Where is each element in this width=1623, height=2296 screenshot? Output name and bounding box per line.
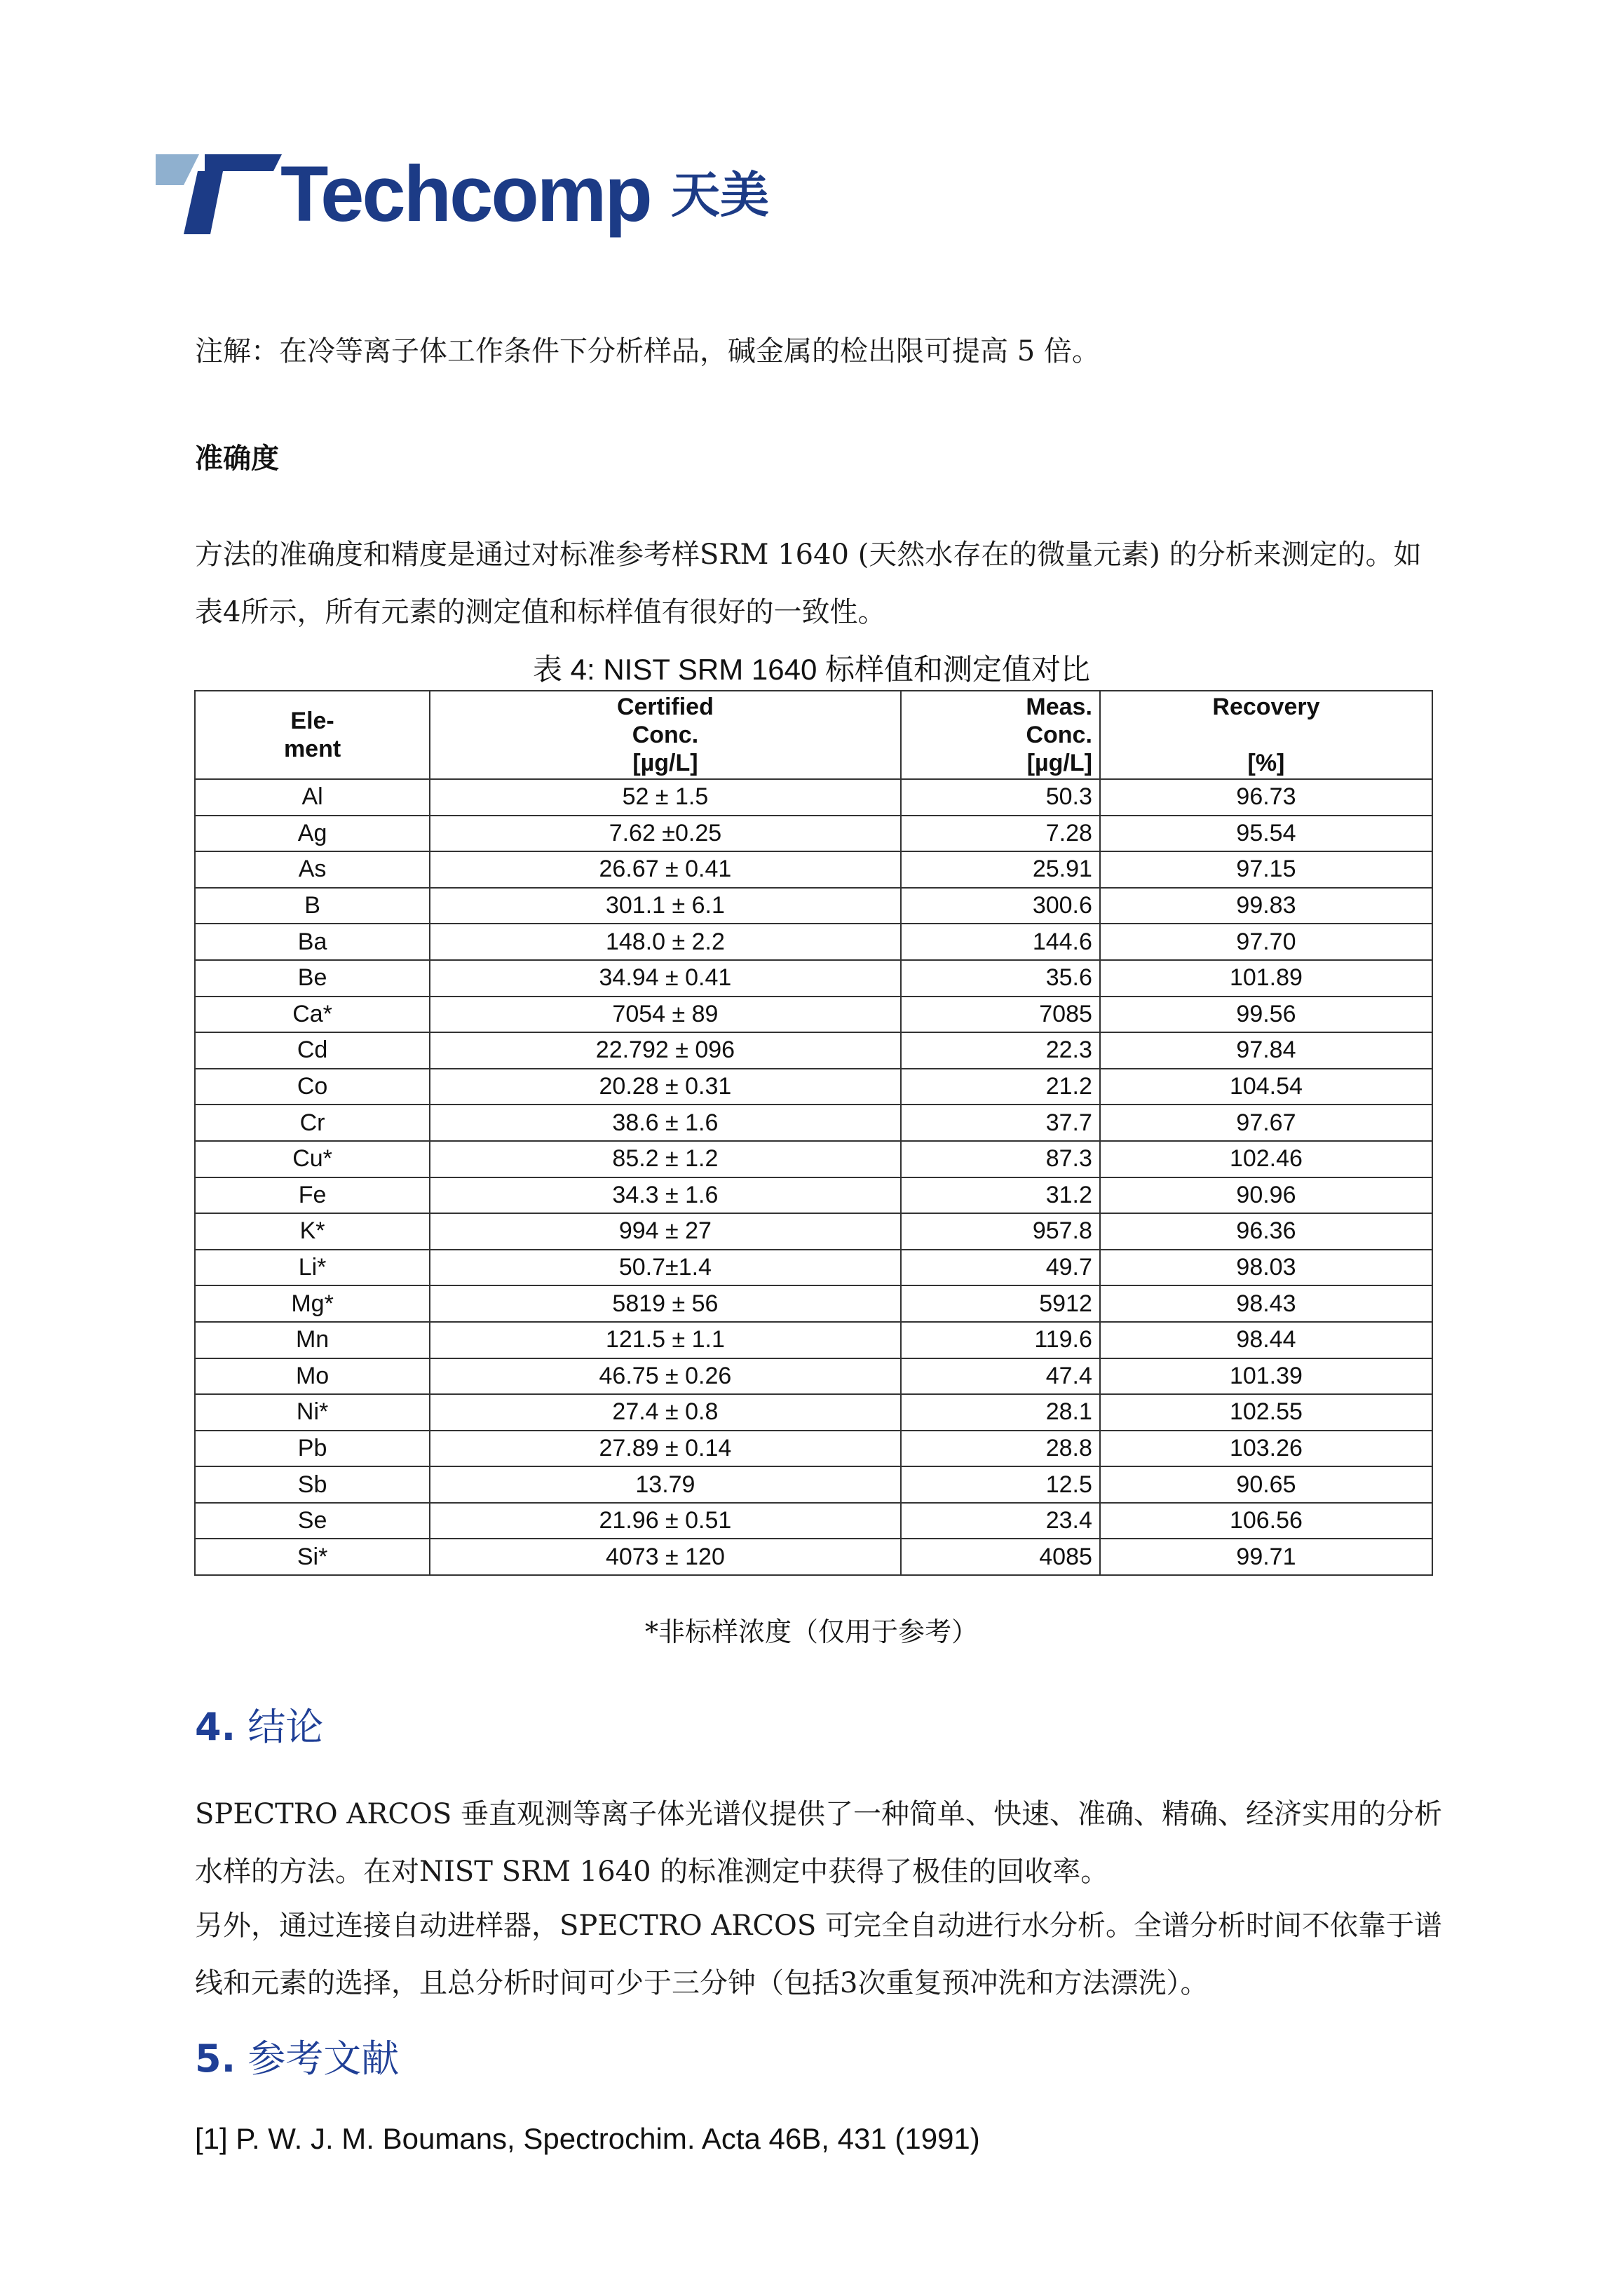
cell-certified: 26.67 ± 0.41 bbox=[430, 851, 901, 888]
cell-certified: 46.75 ± 0.26 bbox=[430, 1358, 901, 1395]
table-row bbox=[195, 1285, 1432, 1322]
table-row bbox=[195, 997, 1432, 1033]
cell-recovery: 90.96 bbox=[1100, 1177, 1432, 1214]
cell-recovery: 98.43 bbox=[1100, 1285, 1432, 1322]
cell-certified: 27.89 ± 0.14 bbox=[430, 1431, 901, 1467]
cell-certified: 22.792 ± 096 bbox=[430, 1032, 901, 1069]
cell-element: As bbox=[195, 851, 430, 888]
cell-certified: 20.28 ± 0.31 bbox=[430, 1069, 901, 1105]
cell-measured: 5912 bbox=[901, 1285, 1100, 1322]
table-row bbox=[195, 1431, 1432, 1467]
cell-recovery: 90.65 bbox=[1100, 1466, 1432, 1503]
table-header-row bbox=[195, 691, 1432, 779]
cell-recovery: 97.15 bbox=[1100, 851, 1432, 888]
cell-recovery: 97.67 bbox=[1100, 1105, 1432, 1141]
cell-element: B bbox=[195, 888, 430, 924]
table-row bbox=[195, 1322, 1432, 1358]
cell-certified: 994 ± 27 bbox=[430, 1213, 901, 1250]
techcomp-logo-mark-icon bbox=[156, 149, 282, 240]
cell-element: Ca* bbox=[195, 997, 430, 1033]
cell-element: Si* bbox=[195, 1539, 430, 1575]
cell-element: Mo bbox=[195, 1358, 430, 1395]
cell-recovery: 96.36 bbox=[1100, 1213, 1432, 1250]
note-paragraph: 注解：在冷等离子体工作条件下分析样品，碱金属的检出限可提高 5 倍。 bbox=[195, 335, 1100, 367]
cell-certified: 121.5 ± 1.1 bbox=[430, 1322, 901, 1358]
cell-recovery: 96.73 bbox=[1100, 779, 1432, 816]
cell-recovery: 97.84 bbox=[1100, 1032, 1432, 1069]
cell-measured: 300.6 bbox=[901, 888, 1100, 924]
cell-measured: 7.28 bbox=[901, 816, 1100, 852]
logo-wordmark: Techcomp bbox=[280, 150, 651, 238]
table-caption: 表 4: NIST SRM 1640 标样值和测定值对比 bbox=[532, 653, 1091, 686]
cell-recovery: 103.26 bbox=[1100, 1431, 1432, 1467]
cell-element: Co bbox=[195, 1069, 430, 1105]
references-number: 5. bbox=[195, 2037, 236, 2081]
table-row bbox=[195, 779, 1432, 816]
cell-recovery: 106.56 bbox=[1100, 1503, 1432, 1539]
cell-measured: 7085 bbox=[901, 997, 1100, 1033]
header-element: Ele- ment bbox=[195, 691, 430, 779]
cell-element: Cd bbox=[195, 1032, 430, 1069]
table-row bbox=[195, 1539, 1432, 1575]
nist-comparison-table bbox=[194, 690, 1433, 1576]
cell-measured: 144.6 bbox=[901, 924, 1100, 960]
table-body bbox=[195, 779, 1432, 1575]
cell-measured: 25.91 bbox=[901, 851, 1100, 888]
cell-measured: 49.7 bbox=[901, 1250, 1100, 1286]
references-title bbox=[195, 2029, 399, 2083]
cell-element: Pb bbox=[195, 1431, 430, 1467]
header-measured: Meas. Conc. [µg/L] bbox=[901, 691, 1100, 779]
cell-certified: 301.1 ± 6.1 bbox=[430, 888, 901, 924]
references-heading: 参考文献 bbox=[247, 2037, 400, 2081]
cell-recovery: 99.56 bbox=[1100, 997, 1432, 1033]
techcomp-logo bbox=[156, 149, 787, 240]
cell-recovery: 99.71 bbox=[1100, 1539, 1432, 1575]
conclusion-number: 4. bbox=[195, 1705, 236, 1749]
cell-recovery: 99.83 bbox=[1100, 888, 1432, 924]
table-footnote: *非标样浓度（仅用于参考） bbox=[644, 1616, 978, 1647]
table-row bbox=[195, 1177, 1432, 1214]
cell-element: Cu* bbox=[195, 1141, 430, 1177]
cell-element: Be bbox=[195, 960, 430, 997]
cell-element: K* bbox=[195, 1213, 430, 1250]
conclusion-heading: 结论 bbox=[247, 1705, 324, 1749]
cell-certified: 27.4 ± 0.8 bbox=[430, 1394, 901, 1431]
table-row bbox=[195, 1394, 1432, 1431]
cell-element: Ni* bbox=[195, 1394, 430, 1431]
cell-certified: 5819 ± 56 bbox=[430, 1285, 901, 1322]
table-row bbox=[195, 924, 1432, 960]
table-row bbox=[195, 1466, 1432, 1503]
table-row bbox=[195, 1358, 1432, 1395]
table-row bbox=[195, 1250, 1432, 1286]
table-row bbox=[195, 1069, 1432, 1105]
cell-certified: 148.0 ± 2.2 bbox=[430, 924, 901, 960]
cell-measured: 31.2 bbox=[901, 1177, 1100, 1214]
cell-measured: 35.6 bbox=[901, 960, 1100, 997]
cell-certified: 34.3 ± 1.6 bbox=[430, 1177, 901, 1214]
cell-certified: 21.96 ± 0.51 bbox=[430, 1503, 901, 1539]
cell-measured: 28.1 bbox=[901, 1394, 1100, 1431]
cell-recovery: 102.46 bbox=[1100, 1141, 1432, 1177]
table-row bbox=[195, 1213, 1432, 1250]
cell-measured: 22.3 bbox=[901, 1032, 1100, 1069]
cell-recovery: 98.44 bbox=[1100, 1322, 1432, 1358]
accuracy-paragraph: 方法的准确度和精度是通过对标准参考样SRM 1640 (天然水存在的微量元素) 的分析来测定的。如表4所示，所有元素的测定值和标样值有很好的一致性。 bbox=[195, 539, 1422, 628]
cell-measured: 957.8 bbox=[901, 1213, 1100, 1250]
cell-recovery: 102.55 bbox=[1100, 1394, 1432, 1431]
cell-certified: 85.2 ± 1.2 bbox=[430, 1141, 901, 1177]
cell-certified: 4073 ± 120 bbox=[430, 1539, 901, 1575]
cell-recovery: 101.89 bbox=[1100, 960, 1432, 997]
cell-recovery: 95.54 bbox=[1100, 816, 1432, 852]
cell-measured: 28.8 bbox=[901, 1431, 1100, 1467]
cell-measured: 4085 bbox=[901, 1539, 1100, 1575]
cell-certified: 7054 ± 89 bbox=[430, 997, 901, 1033]
cell-element: Ag bbox=[195, 816, 430, 852]
cell-measured: 47.4 bbox=[901, 1358, 1100, 1395]
cell-element: Cr bbox=[195, 1105, 430, 1141]
cell-recovery: 97.70 bbox=[1100, 924, 1432, 960]
cell-recovery: 98.03 bbox=[1100, 1250, 1432, 1286]
cell-measured: 12.5 bbox=[901, 1466, 1100, 1503]
cell-measured: 21.2 bbox=[901, 1069, 1100, 1105]
cell-element: Li* bbox=[195, 1250, 430, 1286]
table-row bbox=[195, 851, 1432, 888]
accuracy-heading: 准确度 bbox=[195, 443, 279, 475]
cell-certified: 13.79 bbox=[430, 1466, 901, 1503]
conclusion-paragraph-1: SPECTRO ARCOS 垂直观测等离子体光谱仪提供了一种简单、快速、准确、精确、经济实用的分析水样的方法。在对NIST SRM 1640 的标准测定中获得了极佳的回收率。 bbox=[195, 1798, 1442, 1888]
cell-certified: 52 ± 1.5 bbox=[430, 779, 901, 816]
cell-certified: 38.6 ± 1.6 bbox=[430, 1105, 901, 1141]
header-recovery: Recovery [%] bbox=[1100, 691, 1432, 779]
cell-element: Se bbox=[195, 1503, 430, 1539]
cell-element: Sb bbox=[195, 1466, 430, 1503]
cell-certified: 34.94 ± 0.41 bbox=[430, 960, 901, 997]
cell-certified: 50.7±1.4 bbox=[430, 1250, 901, 1286]
table-row bbox=[195, 960, 1432, 997]
table-row bbox=[195, 888, 1432, 924]
cell-measured: 37.7 bbox=[901, 1105, 1100, 1141]
cell-measured: 119.6 bbox=[901, 1322, 1100, 1358]
conclusion-paragraph-2: 另外，通过连接自动进样器，SPECTRO ARCOS 可完全自动进行水分析。全谱分析时间不依靠于谱线和元素的选择，且总分析时间可少于三分钟（包括3次重复预冲洗和方法漂洗）。 bbox=[195, 1910, 1442, 1999]
cell-recovery: 101.39 bbox=[1100, 1358, 1432, 1395]
cell-measured: 50.3 bbox=[901, 779, 1100, 816]
cell-element: Mg* bbox=[195, 1285, 430, 1322]
cell-element: Fe bbox=[195, 1177, 430, 1214]
cell-measured: 23.4 bbox=[901, 1503, 1100, 1539]
cell-certified: 7.62 ±0.25 bbox=[430, 816, 901, 852]
table-row bbox=[195, 816, 1432, 852]
table-row bbox=[195, 1503, 1432, 1539]
logo-chinese-name: 天美 bbox=[671, 166, 769, 224]
conclusion-title bbox=[195, 1697, 323, 1751]
table-row bbox=[195, 1141, 1432, 1177]
table-row bbox=[195, 1032, 1432, 1069]
cell-measured: 87.3 bbox=[901, 1141, 1100, 1177]
cell-element: Mn bbox=[195, 1322, 430, 1358]
table-row bbox=[195, 1105, 1432, 1141]
cell-element: Al bbox=[195, 779, 430, 816]
header-certified: Certified Conc. [µg/L] bbox=[430, 691, 901, 779]
reference-item: [1] P. W. J. M. Boumans, Spectrochim. Acta 46B, 431 (1991) bbox=[195, 2122, 980, 2155]
cell-recovery: 104.54 bbox=[1100, 1069, 1432, 1105]
cell-element: Ba bbox=[195, 924, 430, 960]
